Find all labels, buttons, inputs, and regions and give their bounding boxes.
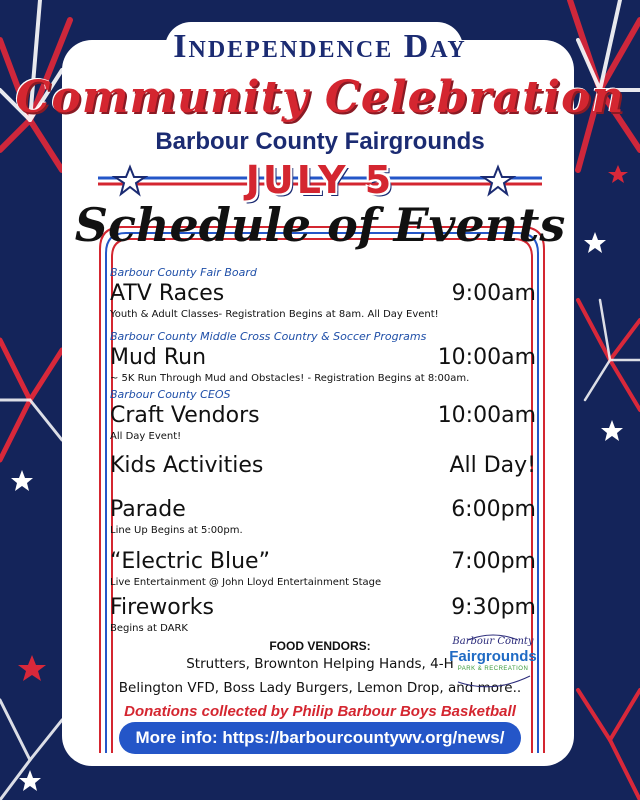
event-item bbox=[110, 452, 536, 480]
food-vendors-line: Belington VFD, Boss Lady Burgers, Lemon Drop, and more.. bbox=[118, 680, 522, 696]
event-name: Craft Vendors bbox=[110, 403, 260, 428]
event-name: Parade bbox=[110, 497, 186, 522]
more-info-link[interactable]: More info: https://barbourcountywv.org/news/ bbox=[119, 722, 521, 754]
event-description: Youth & Adult Classes- Registration Begins at 8am. All Day Event! bbox=[110, 309, 439, 320]
logo-sub-text: PARK & RECREATION bbox=[457, 666, 529, 672]
event-item bbox=[110, 330, 536, 385]
event-description: Begins at DARK bbox=[110, 623, 188, 634]
event-item bbox=[110, 496, 536, 537]
event-date: JULY 5 bbox=[245, 158, 395, 202]
event-description: ~ 5K Run Through Mud and Obstacles! - Registration Begins at 8:00am. bbox=[110, 373, 470, 384]
fairgrounds-logo bbox=[448, 632, 538, 694]
event-item bbox=[110, 266, 536, 321]
event-time: 9:30pm bbox=[451, 595, 536, 620]
logo-main-text: Fairgrounds bbox=[449, 648, 537, 665]
event-description: All Day Event! bbox=[110, 431, 182, 442]
event-time: 7:00pm bbox=[451, 549, 536, 574]
logo-script-text: Barbour County bbox=[452, 636, 534, 647]
event-description: Live Entertainment @ John Lloyd Entertainment Stage bbox=[110, 577, 382, 588]
event-title: Independence Day bbox=[173, 28, 467, 65]
food-vendors-line: Strutters, Brownton Helping Hands, 4-H bbox=[186, 656, 454, 672]
food-vendors-title: FOOD VENDORS: bbox=[269, 639, 371, 653]
event-description: Line Up Begins at 5:00pm. bbox=[110, 525, 243, 536]
event-time: All Day! bbox=[449, 453, 536, 478]
event-name: ATV Races bbox=[110, 281, 225, 306]
event-time: 10:00am bbox=[437, 345, 536, 370]
event-subtitle: Community Celebration bbox=[15, 72, 625, 123]
event-organizer: Barbour County Middle Cross Country & Soccer Programs bbox=[110, 330, 427, 343]
venue-name: Barbour County Fairgrounds bbox=[155, 128, 485, 155]
event-name: Kids Activities bbox=[110, 453, 264, 478]
schedule-title: Schedule of Events bbox=[74, 198, 566, 252]
event-name: Mud Run bbox=[110, 345, 207, 370]
event-time: 6:00pm bbox=[451, 497, 536, 522]
event-name: “Electric Blue” bbox=[110, 549, 270, 574]
event-item bbox=[110, 388, 536, 443]
event-item bbox=[110, 594, 536, 635]
event-name: Fireworks bbox=[110, 595, 214, 620]
event-item bbox=[110, 548, 536, 589]
donations-note: Donations collected by Philip Barbour Boys Basketball bbox=[124, 703, 516, 720]
event-organizer: Barbour County CEOS bbox=[110, 388, 231, 401]
event-time: 9:00am bbox=[451, 281, 536, 306]
event-time: 10:00am bbox=[437, 403, 536, 428]
event-organizer: Barbour County Fair Board bbox=[110, 266, 257, 279]
